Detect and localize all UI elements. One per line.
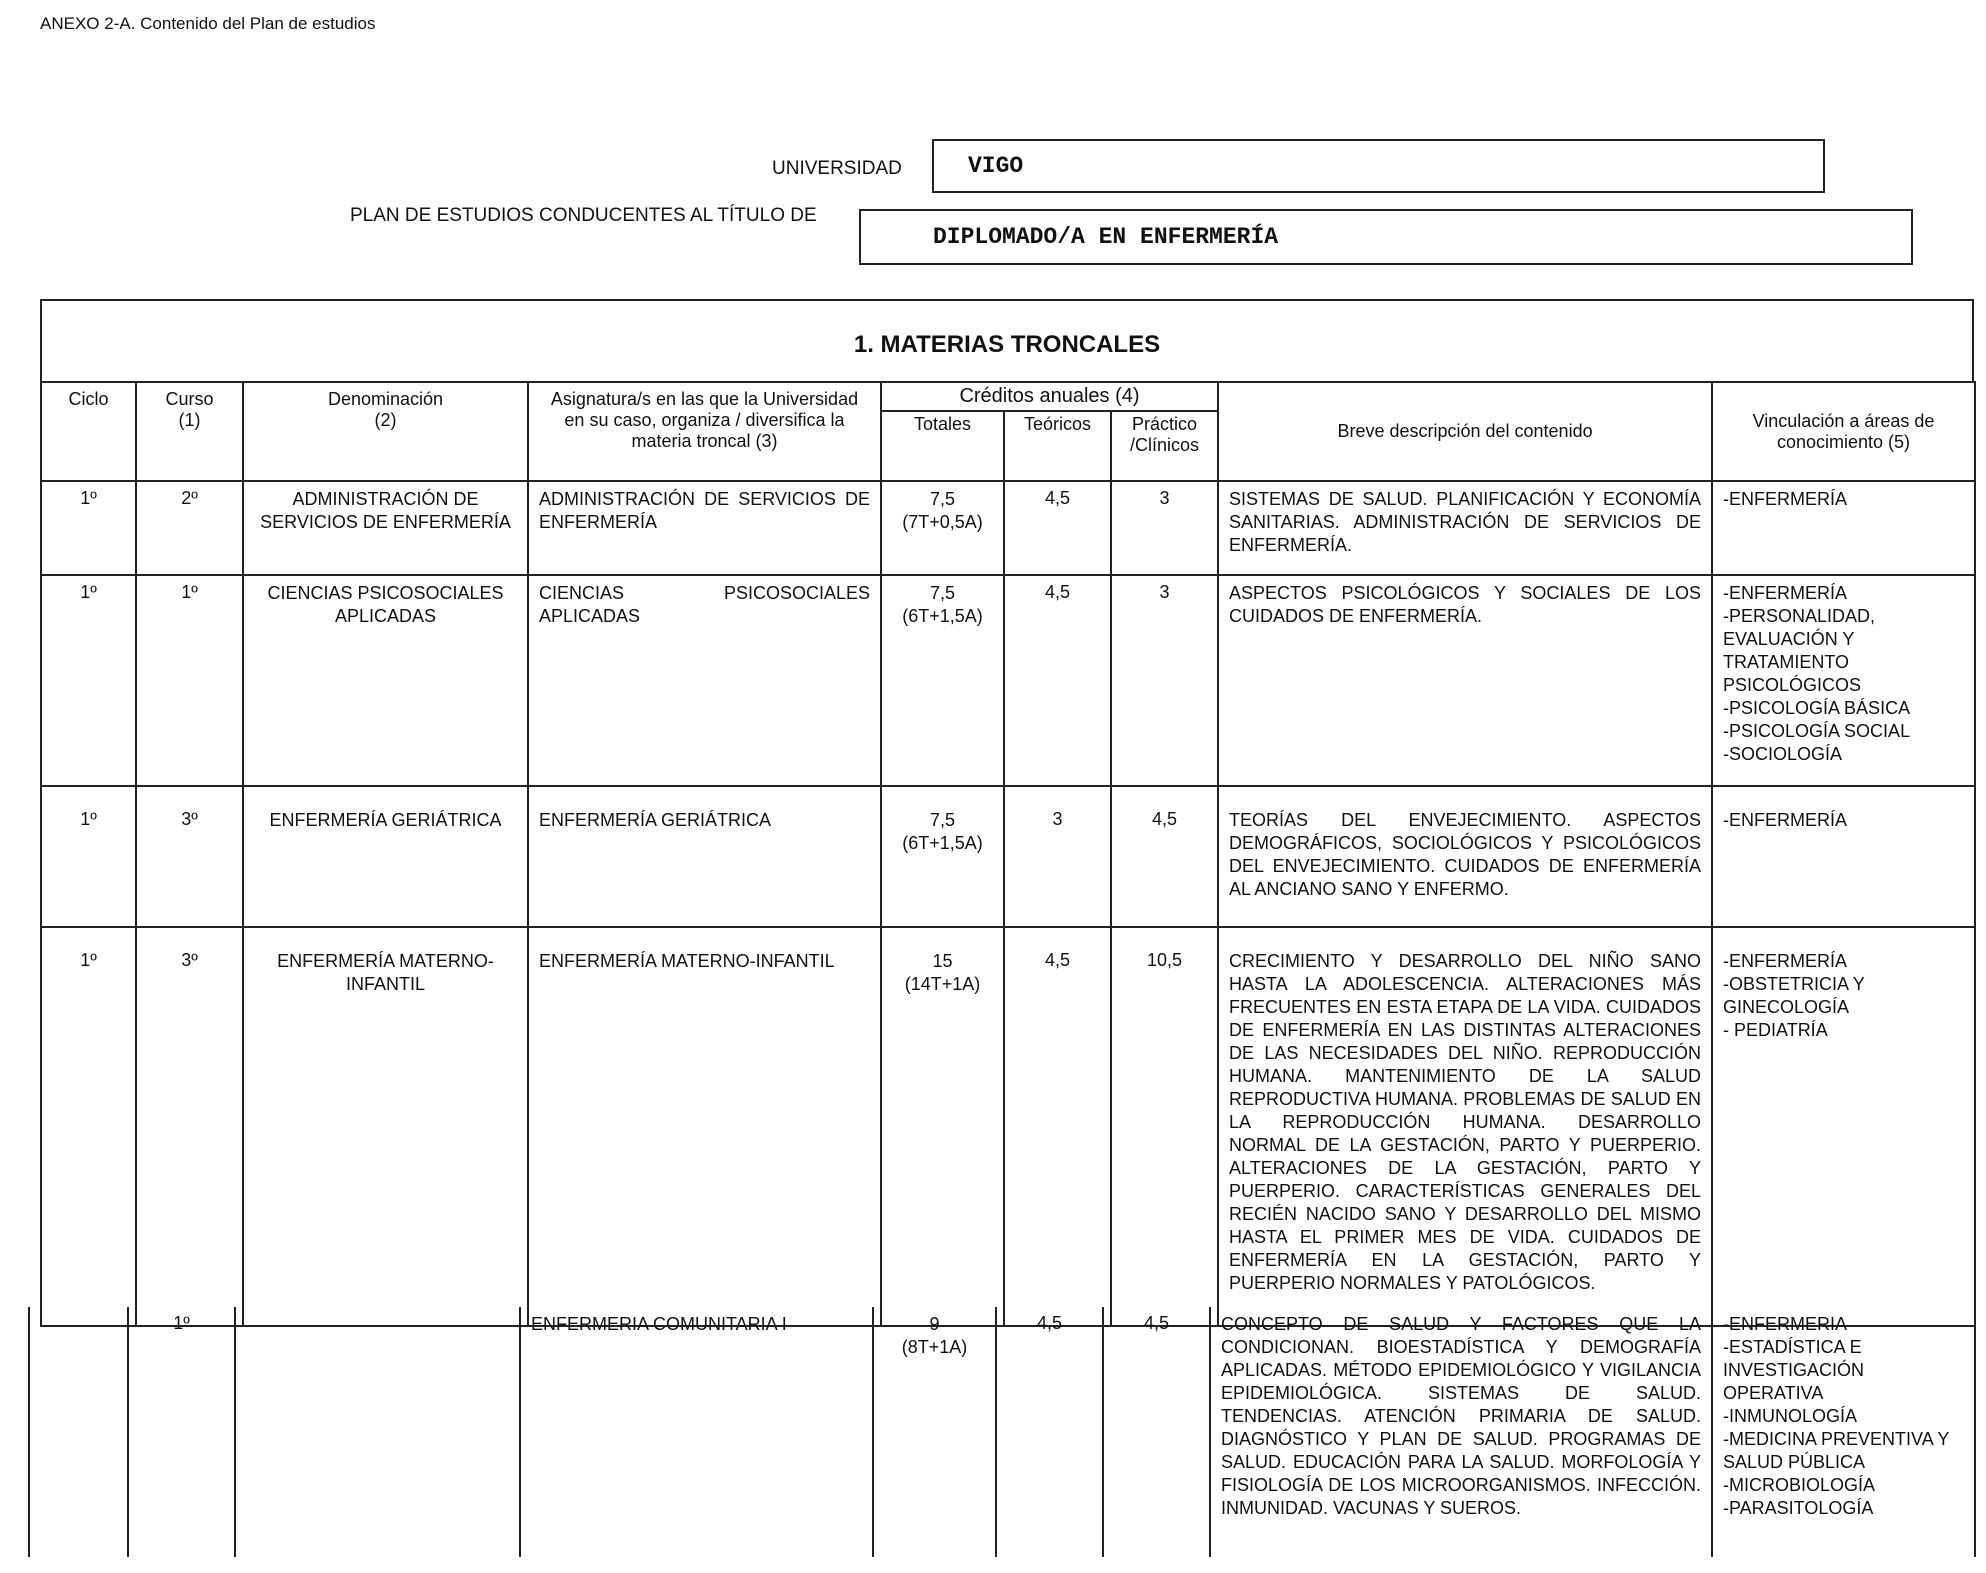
header-row (41, 382, 1975, 411)
ciclo-cell: 1º (41, 927, 136, 1326)
section-header (40, 299, 1974, 381)
teoricos-cell: 4,5 (996, 1307, 1103, 1557)
curso-cell: 3º (136, 786, 243, 927)
practico-cell: 3 (1111, 575, 1218, 786)
practico-cell: 4,5 (1103, 1307, 1210, 1557)
teoricos-cell: 4,5 (1004, 927, 1111, 1326)
col-asignaturas: Asignatura/s en las que la Universidad en su caso, organiza / diversifica la materia troncal (3) (528, 382, 881, 481)
descripcion-cell: SISTEMAS DE SALUD. PLANIFICACIÓN Y ECONOMÍA SANITARIAS. ADMINISTRACIÓN DE SERVICIOS DE ENFERMERÍA. (1218, 481, 1712, 575)
denominacion-cell (235, 1307, 520, 1557)
curso-cell: 1º (136, 575, 243, 786)
university-label: UNIVERSIDAD (772, 158, 902, 179)
table-row (41, 927, 1975, 1326)
totales-cell: 9 (8T+1A) (873, 1307, 996, 1557)
teoricos-cell: 4,5 (1004, 481, 1111, 575)
table-row (41, 786, 1975, 927)
col-totales: Totales (881, 411, 1004, 481)
table-row (41, 575, 1975, 786)
asignatura-cell: ADMINISTRACIÓN DE SERVICIOS DE ENFERMERÍA (528, 481, 881, 575)
table-row (41, 481, 1975, 575)
ciclo-cell (29, 1307, 128, 1557)
asignatura-cell: CIENCIAS PSICOSOCIALES APLICADAS (528, 575, 881, 786)
col-ciclo: Ciclo (41, 382, 136, 481)
university-value: VIGO (968, 153, 1024, 179)
teoricos-cell: 3 (1004, 786, 1111, 927)
degree-field (859, 209, 1913, 265)
col-denominacion: Denominación (2) (243, 382, 528, 481)
ciclo-cell: 1º (41, 786, 136, 927)
degree-label: PLAN DE ESTUDIOS CONDUCENTES AL TÍTULO DE (350, 205, 817, 226)
subjects-table-continued (28, 1307, 1976, 1557)
ciclo-cell: 1º (41, 481, 136, 575)
asignatura-cell: ENFERMERÍA GERIÁTRICA (528, 786, 881, 927)
practico-cell: 3 (1111, 481, 1218, 575)
col-practico: Práctico /Clínicos (1111, 411, 1218, 481)
denominacion-cell: CIENCIAS PSICOSOCIALES APLICADAS (243, 575, 528, 786)
descripcion-cell: TEORÍAS DEL ENVEJECIMIENTO. ASPECTOS DEMOGRÁFICOS, SOCIOLÓGICOS Y PSICOLÓGICOS DEL ENVEJECIMIENTO. CUIDADOS DE ENFERMERÍA AL ANCIANO SANO Y ENFERMO. (1218, 786, 1712, 927)
col-vinculacion: Vinculación a áreas de conocimiento (5) (1712, 382, 1975, 481)
areas-cell: -ENFERMERÍA -OBSTETRICIA Y GINECOLOGÍA - PEDIATRÍA (1712, 927, 1975, 1326)
curso-cell: 1º (128, 1307, 235, 1557)
degree-value: DIPLOMADO/A EN ENFERMERÍA (933, 224, 1279, 250)
practico-cell: 4,5 (1111, 786, 1218, 927)
asignatura-cell: ENFERMERÍA MATERNO-INFANTIL (528, 927, 881, 1326)
totales-cell: 7,5 (6T+1,5A) (881, 575, 1004, 786)
descripcion-cell: CRECIMIENTO Y DESARROLLO DEL NIÑO SANO HASTA LA ADOLESCENCIA. ALTERACIONES MÁS FRECUENTES EN ESTA ETAPA DE LA VIDA. CUIDADOS DE ENFERMERÍA EN LAS DISTINTAS ALTERACIONES DE LAS NECESIDADES DEL NIÑO. REPRODUCCIÓN HUMANA. MANTENIMIENTO DE LA SALUD REPRODUCTIVA HUMANA. PROBLEMAS DE SALUD EN LA REPRODUCCIÓN HUMANA. DESARROLLO NORMAL DE LA GESTACIÓN, PARTO Y PUERPERIO. ALTERACIONES DE LA GESTACIÓN, PARTO Y PUERPERIO. CARACTERÍSTICAS GENERALES DEL RECIÉN NACIDO SANO Y DESARROLLO DEL MISMO HASTA EL PRIMER MES DE VIDA. CUIDADOS DE ENFERMERÍA EN LA GESTACIÓN, PARTO Y PUERPERIO NORMALES Y PATOLÓGICOS. (1218, 927, 1712, 1326)
totales-cell: 7,5 (6T+1,5A) (881, 786, 1004, 927)
descripcion-cell: CONCEPTO DE SALUD Y FACTORES QUE LA CONDICIONAN. BIOESTADÍSTICA Y DEMOGRAFÍA APLICADAS. MÉTODO EPIDEMIOLÓGICO Y VIGILANCIA EPIDEMIOLÓGICA. SISTEMAS DE SALUD. TENDENCIAS. ATENCIÓN PRIMARIA DE SALUD. DIAGNÓSTICO Y PLAN DE SALUD. PROGRAMAS DE SALUD. EDUCACIÓN PARA LA SALUD. MORFOLOGÍA Y FISIOLOGÍA DE LOS MICROORGANISMOS. INFECCIÓN. INMUNIDAD. VACUNAS Y SUEROS. (1210, 1307, 1712, 1557)
totales-cell: 7,5 (7T+0,5A) (881, 481, 1004, 575)
denominacion-cell: ENFERMERÍA MATERNO-INFANTIL (243, 927, 528, 1326)
col-curso: Curso (1) (136, 382, 243, 481)
areas-cell: -ENFERMERÍA (1712, 481, 1975, 575)
practico-cell: 10,5 (1111, 927, 1218, 1326)
areas-cell: -ENFERMERIA -ESTADÍSTICA E INVESTIGACIÓN OPERATIVA -INMUNOLOGÍA -MEDICINA PREVENTIVA Y SALUD PÚBLICA -MICROBIOLOGÍA -PARASITOLOGÍA (1712, 1307, 1975, 1557)
university-field (932, 139, 1825, 193)
teoricos-cell: 4,5 (1004, 575, 1111, 786)
areas-cell: -ENFERMERÍA -PERSONALIDAD, EVALUACIÓN Y TRATAMIENTO PSICOLÓGICOS -PSICOLOGÍA BÁSICA -PSICOLOGÍA SOCIAL -SOCIOLOGÍA (1712, 575, 1975, 786)
ciclo-cell: 1º (41, 575, 136, 786)
subjects-table (40, 381, 1976, 1327)
totales-cell: 15 (14T+1A) (881, 927, 1004, 1326)
asignatura-cell: ENFERMERIA COMUNITARIA I (520, 1307, 873, 1557)
curso-cell: 2º (136, 481, 243, 575)
areas-cell: -ENFERMERÍA (1712, 786, 1975, 927)
curso-cell: 3º (136, 927, 243, 1326)
col-creditos: Créditos anuales (4) (881, 382, 1218, 411)
denominacion-cell: ADMINISTRACIÓN DE SERVICIOS DE ENFERMERÍA (243, 481, 528, 575)
descripcion-cell: ASPECTOS PSICOLÓGICOS Y SOCIALES DE LOS CUIDADOS DE ENFERMERÍA. (1218, 575, 1712, 786)
col-teoricos: Teóricos (1004, 411, 1111, 481)
denominacion-cell: ENFERMERÍA GERIÁTRICA (243, 786, 528, 927)
annex-title: ANEXO 2-A. Contenido del Plan de estudios (40, 14, 376, 33)
col-descripcion: Breve descripción del contenido (1218, 382, 1712, 481)
table-row (29, 1307, 1975, 1557)
section-title: 1. MATERIAS TRONCALES (853, 331, 1161, 358)
